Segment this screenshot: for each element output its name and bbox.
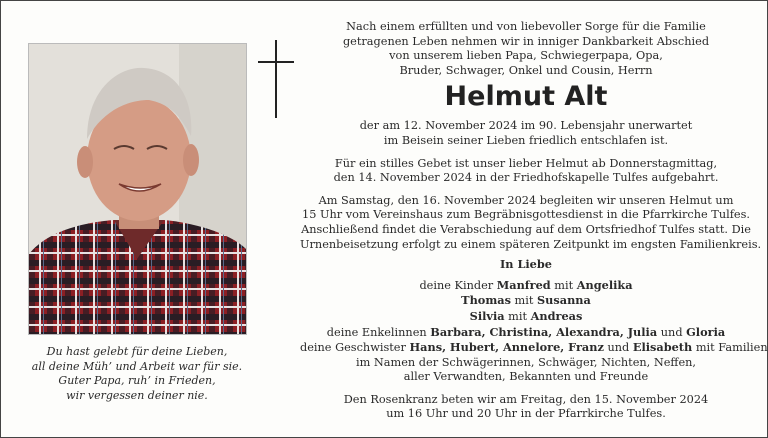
intro-line: getragenen Leben nehmen wir in inniger Dankbarkeit Abschied	[342, 34, 710, 48]
cross-icon	[258, 40, 294, 120]
verse-line: Du hast gelebt für deine Lieben,	[46, 345, 228, 358]
verse	[20, 345, 254, 403]
verse-line: wir vergessen deiner nie.	[66, 388, 208, 402]
relatives-line: im Namen der Schwägerinnen, Schwäger, Nichten, Neffen,	[355, 355, 696, 369]
rosary-line: um 16 Uhr und 20 Uhr in der Pfarrkirche Tulfes.	[386, 407, 666, 421]
relatives-line: aller Verwandten, Bekannten und Freunde	[403, 370, 649, 384]
intro-line: Bruder, Schwager, Onkel und Cousin, Herrn	[399, 63, 653, 77]
siblings-line: deine Geschwister Hans, Hubert, Annelore, Franz und Elisabeth mit Familien	[300, 340, 768, 355]
intro-line: Nach einem erfüllten und von liebevoller Sorge für die Familie	[346, 20, 706, 33]
verse-line: Guter Papa, ruh’ in Frieden,	[58, 374, 216, 387]
deceased-name: Helmut Alt	[444, 81, 608, 113]
notice-text	[300, 20, 768, 422]
prayer-line: Für ein stilles Gebet ist unser lieber Helmut ab Donnerstagmittag,	[334, 156, 718, 170]
funeral-line: Am Samstag, den 16. November 2024 begleiten wir unseren Helmut um	[318, 193, 734, 207]
rosary-line: Den Rosenkranz beten wir am Freitag, den 15. November 2024	[343, 392, 709, 406]
children-line: Thomas mit Susanna	[461, 293, 591, 308]
death-line: der am 12. November 2024 im 90. Lebensjahr unerwartet	[359, 119, 693, 133]
funeral-line: Urnenbeisetzung erfolgt zu einem späteren Zeitpunkt im engsten Familienkreis.	[300, 237, 762, 251]
death-line: im Beisein seiner Lieben friedlich entschlafen ist.	[383, 133, 669, 147]
portrait-illustration	[29, 44, 246, 334]
funeral-line: Anschließend findet die Verabschiedung auf dem Ortsfriedhof Tulfes statt. Die	[301, 222, 751, 236]
portrait-photo	[28, 43, 247, 335]
children-line: deine Kinder Manfred mit Angelika	[419, 277, 633, 292]
children-line: Silvia mit Andreas	[469, 308, 583, 323]
prayer-line: den 14. November 2024 in der Friedhofskapelle Tulfes aufgebahrt.	[333, 171, 719, 185]
verse-line: all deine Müh’ und Arbeit war für sie.	[31, 359, 243, 373]
funeral-line: 15 Uhr vom Vereinshaus zum Begräbnisgottesdienst in die Pfarrkirche Tulfes.	[302, 208, 750, 222]
in-love-heading: In Liebe	[500, 257, 552, 272]
intro-line: von unserem lieben Papa, Schwiegerpapa, Opa,	[389, 49, 663, 63]
grandchildren-line: deine Enkelinnen Barbara, Christina, Alexandra, Julia und Gloria	[326, 324, 726, 339]
